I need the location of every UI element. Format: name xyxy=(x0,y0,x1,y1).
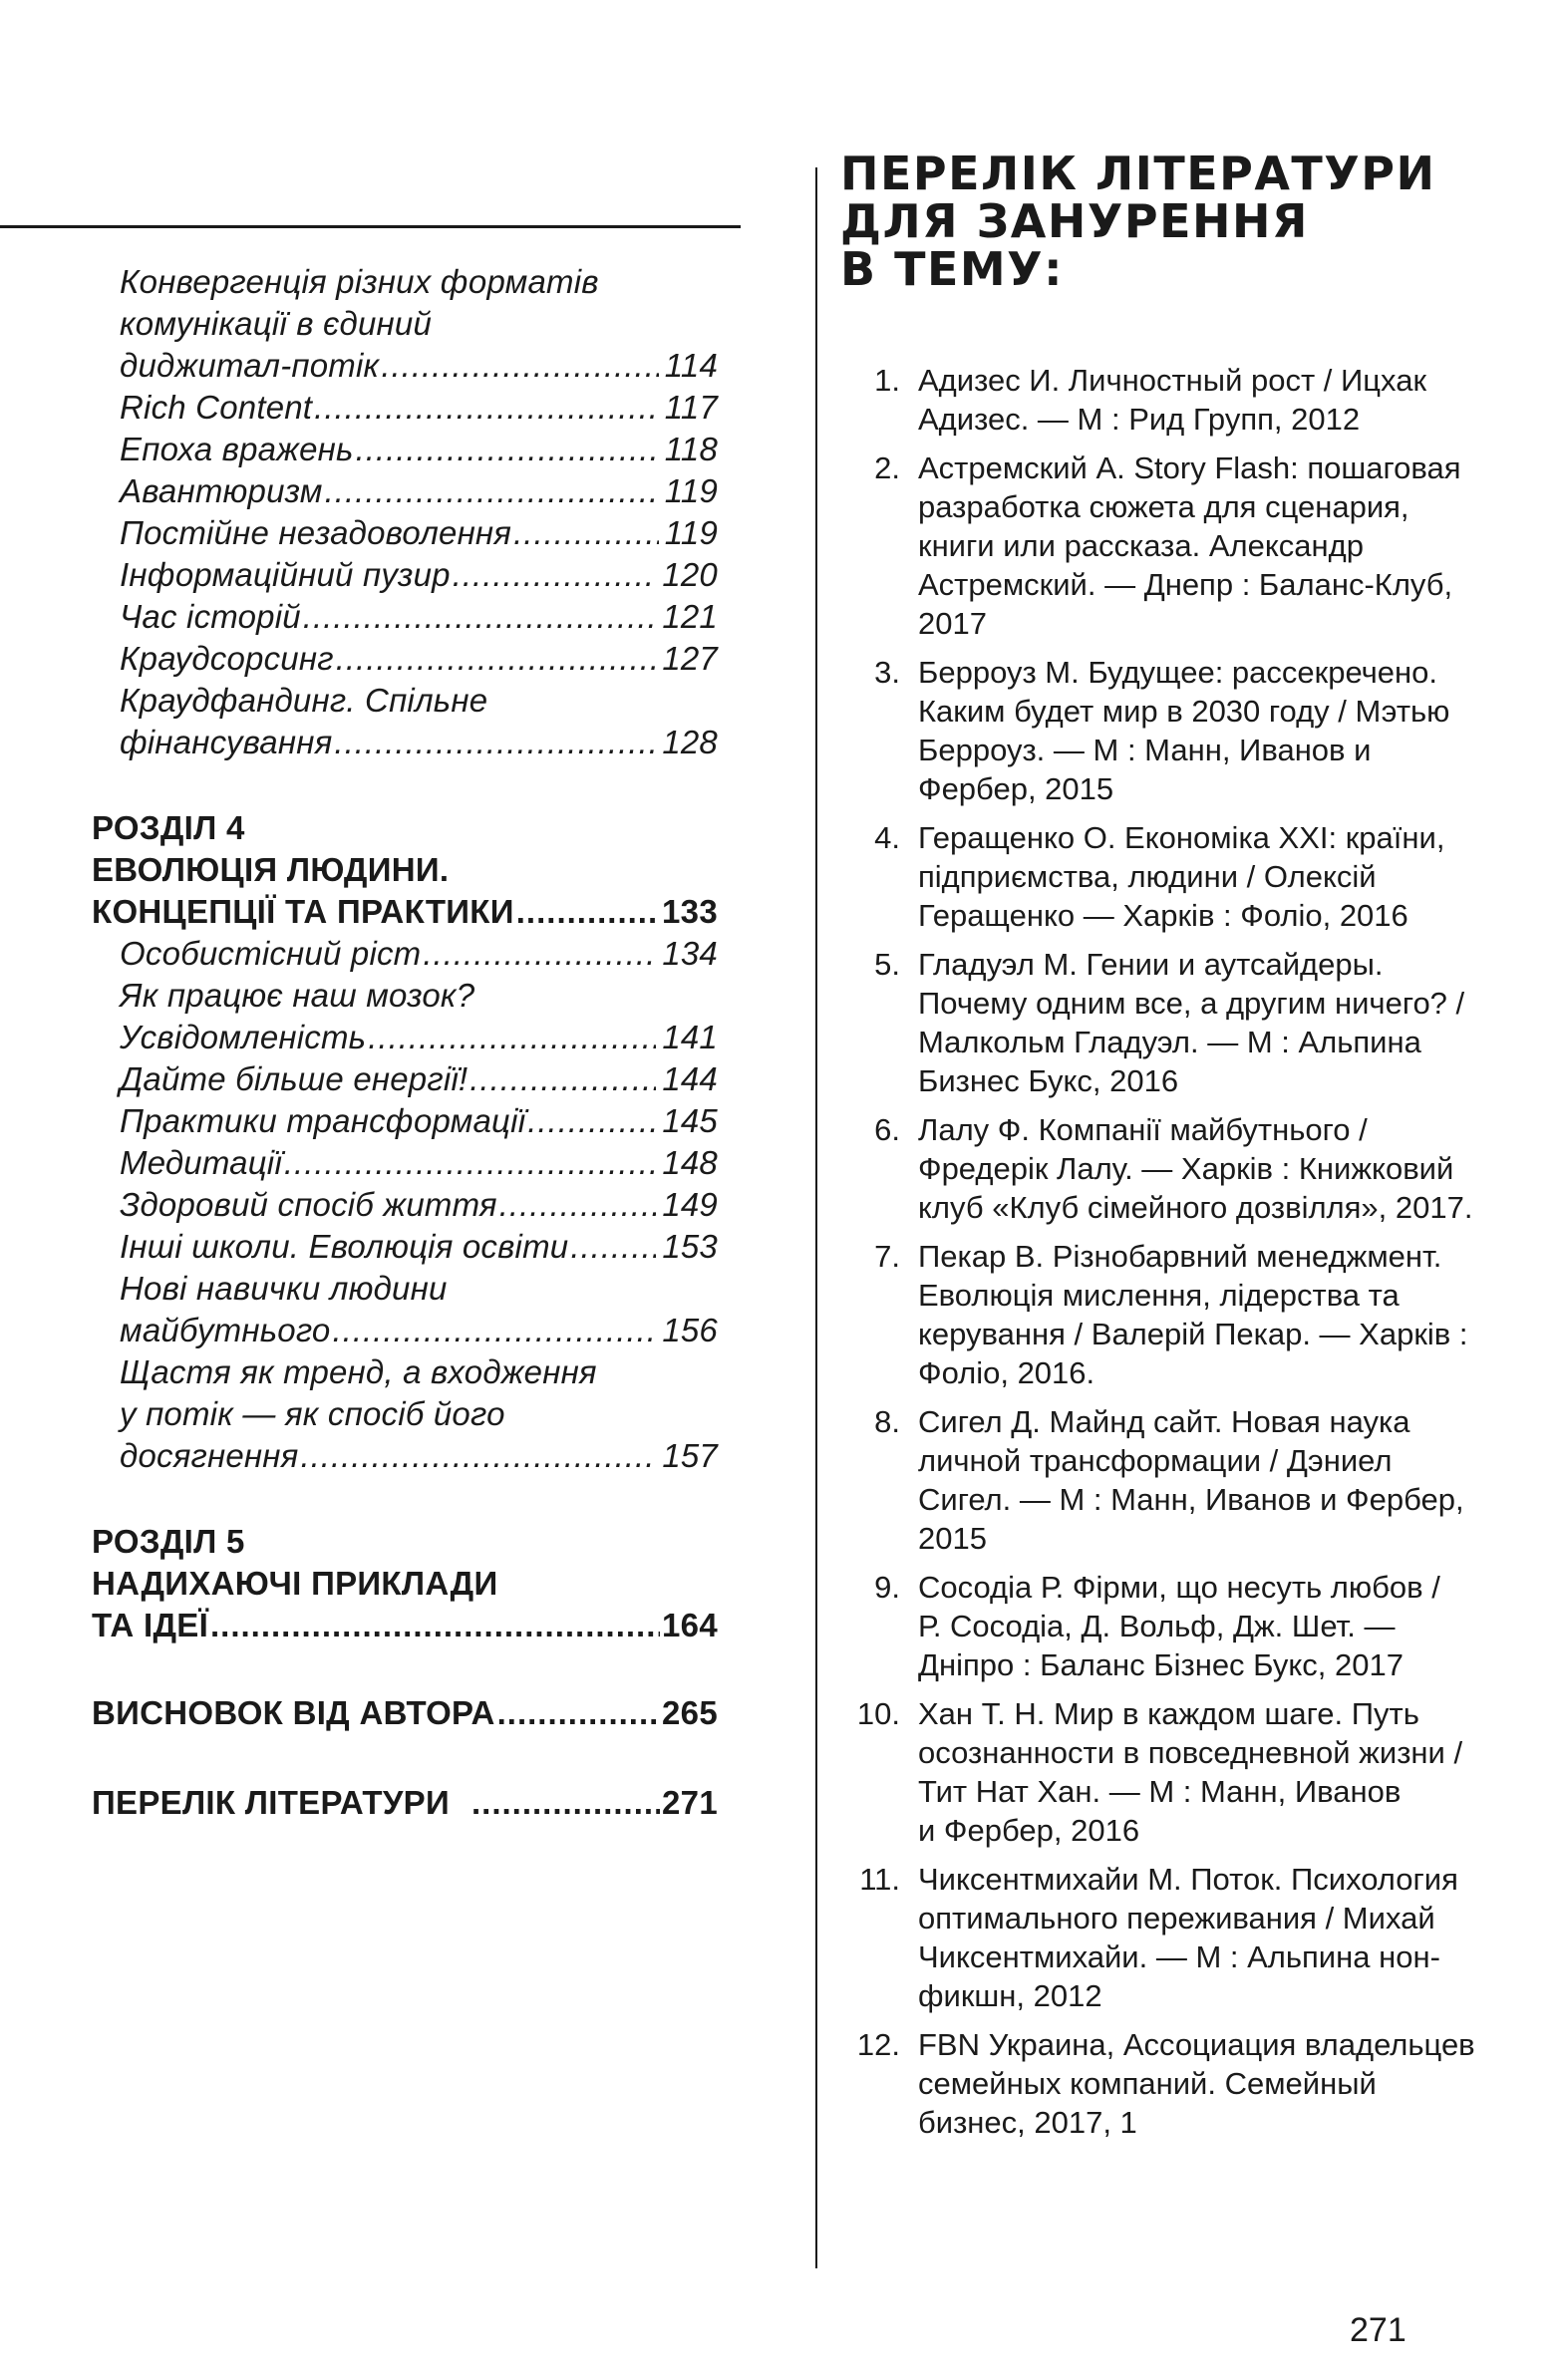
dot-leader xyxy=(314,387,659,429)
bibliography-item-text xyxy=(918,361,1478,439)
bibliography-item-number: 3. xyxy=(874,655,900,690)
toc-entry-page: 134 xyxy=(662,935,718,972)
bibliography-item-line: Берроуз. — М : Манн, Иванов и xyxy=(918,733,1372,767)
bibliography-item-line: и Фербер, 2016 xyxy=(918,1813,1140,1848)
dot-leader xyxy=(284,1142,656,1184)
dot-leader xyxy=(499,1184,657,1226)
bibliography-item-line: Адизес И. Личностный рост / Ицхак xyxy=(918,363,1427,398)
toc-entry-page: 121 xyxy=(662,598,718,635)
bibliography-item xyxy=(840,1694,1478,1850)
bibliography-item-line: керування / Валерій Пекар. — Харків : xyxy=(918,1317,1468,1351)
bibliography-item-text xyxy=(918,653,1478,808)
bibliography-item-line: Геращенко — Харків : Фоліо, 2016 xyxy=(918,898,1408,933)
bibliography-item-line: Чиксентмихайи М. Поток. Психология xyxy=(918,1862,1458,1897)
toc-entry-last-line xyxy=(120,1142,718,1184)
chapter-4-number: РОЗДІЛ 4 xyxy=(92,809,245,846)
toc-entry-title: майбутнього xyxy=(120,1312,331,1348)
toc-entry-last-line xyxy=(120,345,718,387)
toc-entry-last-line xyxy=(120,387,718,429)
bibliography-item-number: 12. xyxy=(856,2027,900,2062)
toc-entry-last-line xyxy=(120,554,718,596)
bibliography-title-line-3: В ТЕМУ: xyxy=(840,242,1065,296)
bibliography-item-line: Сосодіа Р. Фірми, що несуть любов / xyxy=(918,1570,1440,1605)
dot-leader xyxy=(513,512,659,554)
bibliography-item xyxy=(840,1860,1478,2015)
bibliography-item-line: Фоліо, 2016. xyxy=(918,1355,1095,1390)
toc-entry-page: 118 xyxy=(664,431,718,467)
dot-leader xyxy=(210,1605,660,1646)
bibliography-item-line: осознанности в повседневной жизни / xyxy=(918,1735,1463,1770)
references-page: 271 xyxy=(662,1784,718,1821)
bibliography-item-number: 5. xyxy=(874,947,900,982)
toc-entry-title: Авантюризм xyxy=(120,472,323,509)
top-rule xyxy=(0,225,741,228)
bibliography-item-number: 6. xyxy=(874,1112,900,1147)
toc-entry-page: 144 xyxy=(662,1060,718,1097)
bibliography-item-line: фикшн, 2012 xyxy=(918,1978,1102,2013)
toc-entry-last-line xyxy=(120,1100,718,1142)
dot-leader xyxy=(300,1435,656,1477)
chapter-5-number: РОЗДІЛ 5 xyxy=(92,1523,245,1560)
chapter-5-title-line-2: ТА ІДЕЇ xyxy=(92,1607,208,1643)
toc-entry-title: диджитал-потік xyxy=(120,347,380,384)
bibliography-item-line: Почему одним все, а другим ничего? / xyxy=(918,986,1465,1021)
bibliography-item-line: Пекар В. Різнобарвний менеджмент. xyxy=(918,1239,1442,1274)
bibliography-item-line: бизнес, 2017, 1 xyxy=(918,2105,1137,2140)
toc-section-4-entries xyxy=(92,933,718,1477)
bibliography-item-text xyxy=(918,2025,1478,2142)
column-divider xyxy=(815,167,817,2268)
bibliography-item xyxy=(840,818,1478,935)
chapter-4-page: 133 xyxy=(662,893,718,930)
toc-entry[interactable] xyxy=(120,387,718,429)
bibliography-item-line: Астремский А. Story Flash: пошаговая xyxy=(918,450,1461,485)
toc-entry[interactable] xyxy=(120,596,718,638)
toc-entry-page: 145 xyxy=(662,1102,718,1139)
bibliography-item-line: Бизнес Букс, 2016 xyxy=(918,1063,1179,1098)
dot-leader xyxy=(453,554,657,596)
toc-entry-last-line xyxy=(120,470,718,512)
toc-entry[interactable] xyxy=(120,933,718,975)
dot-leader xyxy=(527,1100,656,1142)
bibliography-item-number: 11. xyxy=(859,1862,900,1897)
bibliography-title-line-1: ПЕРЕЛІК ЛІТЕРАТУРИ xyxy=(840,147,1436,200)
bibliography-item-text xyxy=(918,1694,1478,1850)
toc-entry-page: 148 xyxy=(662,1144,718,1181)
toc-entry-title: Медитації xyxy=(120,1144,282,1181)
bibliography-item-line: Геращенко О. Економіка XXI: країни, xyxy=(918,820,1445,855)
table-of-contents xyxy=(92,261,718,1824)
toc-entry-title: Rich Content xyxy=(120,389,313,426)
toc-entry-last-line xyxy=(120,1017,718,1058)
dot-leader xyxy=(570,1226,656,1268)
bibliography-item-text xyxy=(918,1237,1478,1392)
toc-entry[interactable] xyxy=(120,638,718,680)
bibliography-item xyxy=(840,1110,1478,1227)
bibliography-item-line: Р. Сосодіа, Д. Вольф, Дж. Шет. — xyxy=(918,1609,1396,1643)
bibliography-item-line: Адизес. — М : Рид Групп, 2012 xyxy=(918,402,1361,437)
toc-entry[interactable] xyxy=(120,1184,718,1226)
chapter-4-heading[interactable] xyxy=(92,807,718,933)
dot-leader xyxy=(303,596,657,638)
bibliography-item-number: 8. xyxy=(874,1404,900,1439)
bibliography-item-line: Малкольм Гладуэл. — М : Альпина xyxy=(918,1025,1421,1059)
bibliography-item xyxy=(840,945,1478,1100)
bibliography-item xyxy=(840,1402,1478,1558)
toc-entry[interactable] xyxy=(120,1100,718,1142)
toc-entry-last-line xyxy=(120,933,718,975)
chapter-5-page: 164 xyxy=(662,1607,718,1643)
toc-entry[interactable] xyxy=(120,975,718,1058)
toc-entry-last-line xyxy=(120,1058,718,1100)
chapter-5-title-line-1: НАДИХАЮЧІ ПРИКЛАДИ xyxy=(92,1565,498,1602)
bibliography-item-number: 7. xyxy=(874,1239,900,1274)
toc-entry-title: Краудсорсинг xyxy=(120,640,334,677)
bibliography-title xyxy=(840,147,1518,296)
toc-entry[interactable] xyxy=(120,261,718,387)
bibliography-item-line: личной трансформации / Дэниел xyxy=(918,1443,1393,1478)
bibliography-item-line: Сигел Д. Майнд сайт. Новая наука xyxy=(918,1404,1410,1439)
bibliography-item-line: Дніпро : Баланс Бізнес Букс, 2017 xyxy=(918,1647,1404,1682)
bibliography-list xyxy=(840,361,1478,2152)
dot-leader xyxy=(332,1310,656,1351)
bibliography-item-text xyxy=(918,945,1478,1100)
chapter-4-title-line-1: ЕВОЛЮЦІЯ ЛЮДИНИ. xyxy=(92,851,450,888)
toc-entry-last-line xyxy=(120,429,718,470)
toc-entry-title-line: у потік — як спосіб його xyxy=(120,1395,505,1432)
toc-entry-title: Дайте більше енергії! xyxy=(120,1060,469,1097)
bibliography-item-line: 2015 xyxy=(918,1521,987,1556)
toc-entry[interactable] xyxy=(120,680,718,763)
toc-entry-page: 120 xyxy=(662,556,718,593)
toc-entry[interactable] xyxy=(120,429,718,470)
bibliography-item-line: семейных компаний. Семейный xyxy=(918,2066,1377,2101)
dot-leader xyxy=(334,722,656,763)
bibliography-item-line: Сигел. — М : Манн, Иванов и Фербер, xyxy=(918,1482,1464,1517)
toc-entry-title-line: Краудфандинг. Спільне xyxy=(120,682,488,719)
bibliography-item-text xyxy=(918,818,1478,935)
conclusion-heading[interactable] xyxy=(92,1692,718,1734)
toc-entry-page: 153 xyxy=(662,1228,718,1265)
conclusion-label: ВИСНОВОК ВІД АВТОРА xyxy=(92,1694,495,1731)
bibliography-item-line: книги или рассказа. Александр xyxy=(918,528,1364,563)
toc-entry-title: Практики трансформації xyxy=(120,1102,526,1139)
bibliography-title-line-2: ДЛЯ ЗАНУРЕННЯ xyxy=(840,194,1309,248)
toc-entry-title: фінансування xyxy=(120,724,333,760)
toc-entry-title-line: Щастя як тренд, а входження xyxy=(120,1353,597,1390)
toc-entry-page: 119 xyxy=(664,472,718,509)
chapter-5-heading[interactable] xyxy=(92,1521,718,1646)
bibliography-item-line: Астремский. — Днепр : Баланс-Клуб, xyxy=(918,567,1453,602)
bibliography-item-number: 10. xyxy=(856,1696,900,1731)
toc-entry-page: 157 xyxy=(662,1437,718,1474)
toc-entry-page: 114 xyxy=(664,347,718,384)
bibliography-item-line: оптимального переживания / Михай xyxy=(918,1901,1435,1935)
toc-entry-title: Епоха вражень xyxy=(120,431,354,467)
toc-entry-last-line xyxy=(120,1226,718,1268)
conclusion-page: 265 xyxy=(662,1694,718,1731)
bibliography-item-line: 2017 xyxy=(918,606,987,641)
dot-leader xyxy=(469,1058,656,1100)
toc-entry-title: Інформаційний пузир xyxy=(120,556,451,593)
bibliography-item-number: 4. xyxy=(874,820,900,855)
bibliography-item-line: Берроуз М. Будущее: рассекречено. xyxy=(918,655,1438,690)
toc-entry-title-line: Конвергенція різних форматів xyxy=(120,263,599,300)
bibliography-item-number: 9. xyxy=(874,1570,900,1605)
bibliography-item-number: 2. xyxy=(874,450,900,485)
toc-entry-title-line: комунікації в єдиний xyxy=(120,305,433,342)
toc-entry[interactable] xyxy=(120,512,718,554)
dot-leader xyxy=(325,470,659,512)
toc-entry-title: Постійне незадоволення xyxy=(120,514,512,551)
toc-entry-page: 149 xyxy=(662,1186,718,1223)
toc-entry-page: 141 xyxy=(662,1019,718,1055)
toc-entry-title: Особистісний ріст xyxy=(120,935,422,972)
dot-leader xyxy=(516,891,660,933)
toc-entry-title: Час історій xyxy=(120,598,301,635)
bibliography-item xyxy=(840,2025,1478,2142)
bibliography-item-text xyxy=(918,448,1478,643)
bibliography-item-line: Чиксентмихайи. — М : Альпина нон- xyxy=(918,1939,1440,1974)
toc-entry-title-line: Як працює наш мозок? xyxy=(120,977,475,1014)
toc-entry-last-line xyxy=(120,596,718,638)
toc-entry[interactable] xyxy=(120,1142,718,1184)
dot-leader xyxy=(423,933,656,975)
dot-leader xyxy=(356,429,659,470)
page-number: 271 xyxy=(1350,2311,1406,2349)
toc-entry-title: Здоровий спосіб життя xyxy=(120,1186,497,1223)
toc-entry-title-line: Нові навички людини xyxy=(120,1270,448,1307)
bibliography-item-line: Фредерік Лалу. — Харків : Книжковий xyxy=(918,1151,1454,1186)
toc-entry[interactable] xyxy=(120,1268,718,1351)
bibliography-item-line: Тит Нат Хан. — М : Манн, Иванов xyxy=(918,1774,1402,1809)
toc-entry[interactable] xyxy=(120,1351,718,1477)
bibliography-item-line: Каким будет мир в 2030 году / Мэтью xyxy=(918,694,1450,729)
toc-entry-page: 156 xyxy=(662,1312,718,1348)
toc-entry-last-line xyxy=(120,1435,718,1477)
bibliography-item-line: FBN Украина, Ассоциация владельцев xyxy=(918,2027,1475,2062)
dot-leader xyxy=(336,638,657,680)
toc-entry-title: Інші школи. Еволюція освіти xyxy=(120,1228,569,1265)
bibliography-item xyxy=(840,653,1478,808)
toc-entry-title: Усвідомленість xyxy=(120,1019,367,1055)
toc-entry-page: 127 xyxy=(662,640,718,677)
bibliography-item-line: Хан Т. Н. Мир в каждом шаге. Путь xyxy=(918,1696,1419,1731)
bibliography-item-line: Фербер, 2015 xyxy=(918,771,1114,806)
bibliography-item-text xyxy=(918,1402,1478,1558)
toc-entry-page: 117 xyxy=(664,389,718,426)
toc-entry[interactable] xyxy=(120,554,718,596)
toc-entry-title: досягнення xyxy=(120,1437,299,1474)
toc-entry-last-line xyxy=(120,1310,718,1351)
bibliography-item xyxy=(840,1568,1478,1684)
bibliography-item xyxy=(840,1237,1478,1392)
dot-leader xyxy=(368,1017,656,1058)
bibliography-item-line: клуб «Клуб сімейного дозвілля», 2017. xyxy=(918,1190,1473,1225)
toc-entry-page: 128 xyxy=(662,724,718,760)
bibliography-item xyxy=(840,448,1478,643)
dot-leader xyxy=(381,345,658,387)
toc-entry-last-line xyxy=(120,512,718,554)
toc-entry[interactable] xyxy=(120,470,718,512)
bibliography-item-line: разработка сюжета для сценария, xyxy=(918,489,1409,524)
bibliography-item-number: 1. xyxy=(874,363,900,398)
toc-entry[interactable] xyxy=(120,1226,718,1268)
bibliography-item-text xyxy=(918,1110,1478,1227)
bibliography-item-text xyxy=(918,1568,1478,1684)
references-heading[interactable] xyxy=(92,1782,718,1824)
toc-entry[interactable] xyxy=(120,1058,718,1100)
dot-leader xyxy=(471,1782,660,1824)
chapter-4-title-line-2: КОНЦЕПЦІЇ ТА ПРАКТИКИ xyxy=(92,893,514,930)
dot-leader xyxy=(497,1692,660,1734)
bibliography-item-line: Лалу Ф. Компанії майбутнього / xyxy=(918,1112,1368,1147)
toc-entry-last-line xyxy=(120,1184,718,1226)
bibliography-item xyxy=(840,361,1478,439)
bibliography-item-line: підприємства, людини / Олексій xyxy=(918,859,1377,894)
toc-entry-last-line xyxy=(120,722,718,763)
bibliography-item-text xyxy=(918,1860,1478,2015)
bibliography-item-line: Еволюція мислення, лідерства та xyxy=(918,1278,1400,1313)
toc-entry-page: 119 xyxy=(664,514,718,551)
toc-entry-last-line xyxy=(120,638,718,680)
toc-section-3-tail xyxy=(92,261,718,763)
bibliography-item-line: Гладуэл М. Гении и аутсайдеры. xyxy=(918,947,1384,982)
references-label: ПЕРЕЛІК ЛІТЕРАТУРИ xyxy=(92,1784,450,1821)
